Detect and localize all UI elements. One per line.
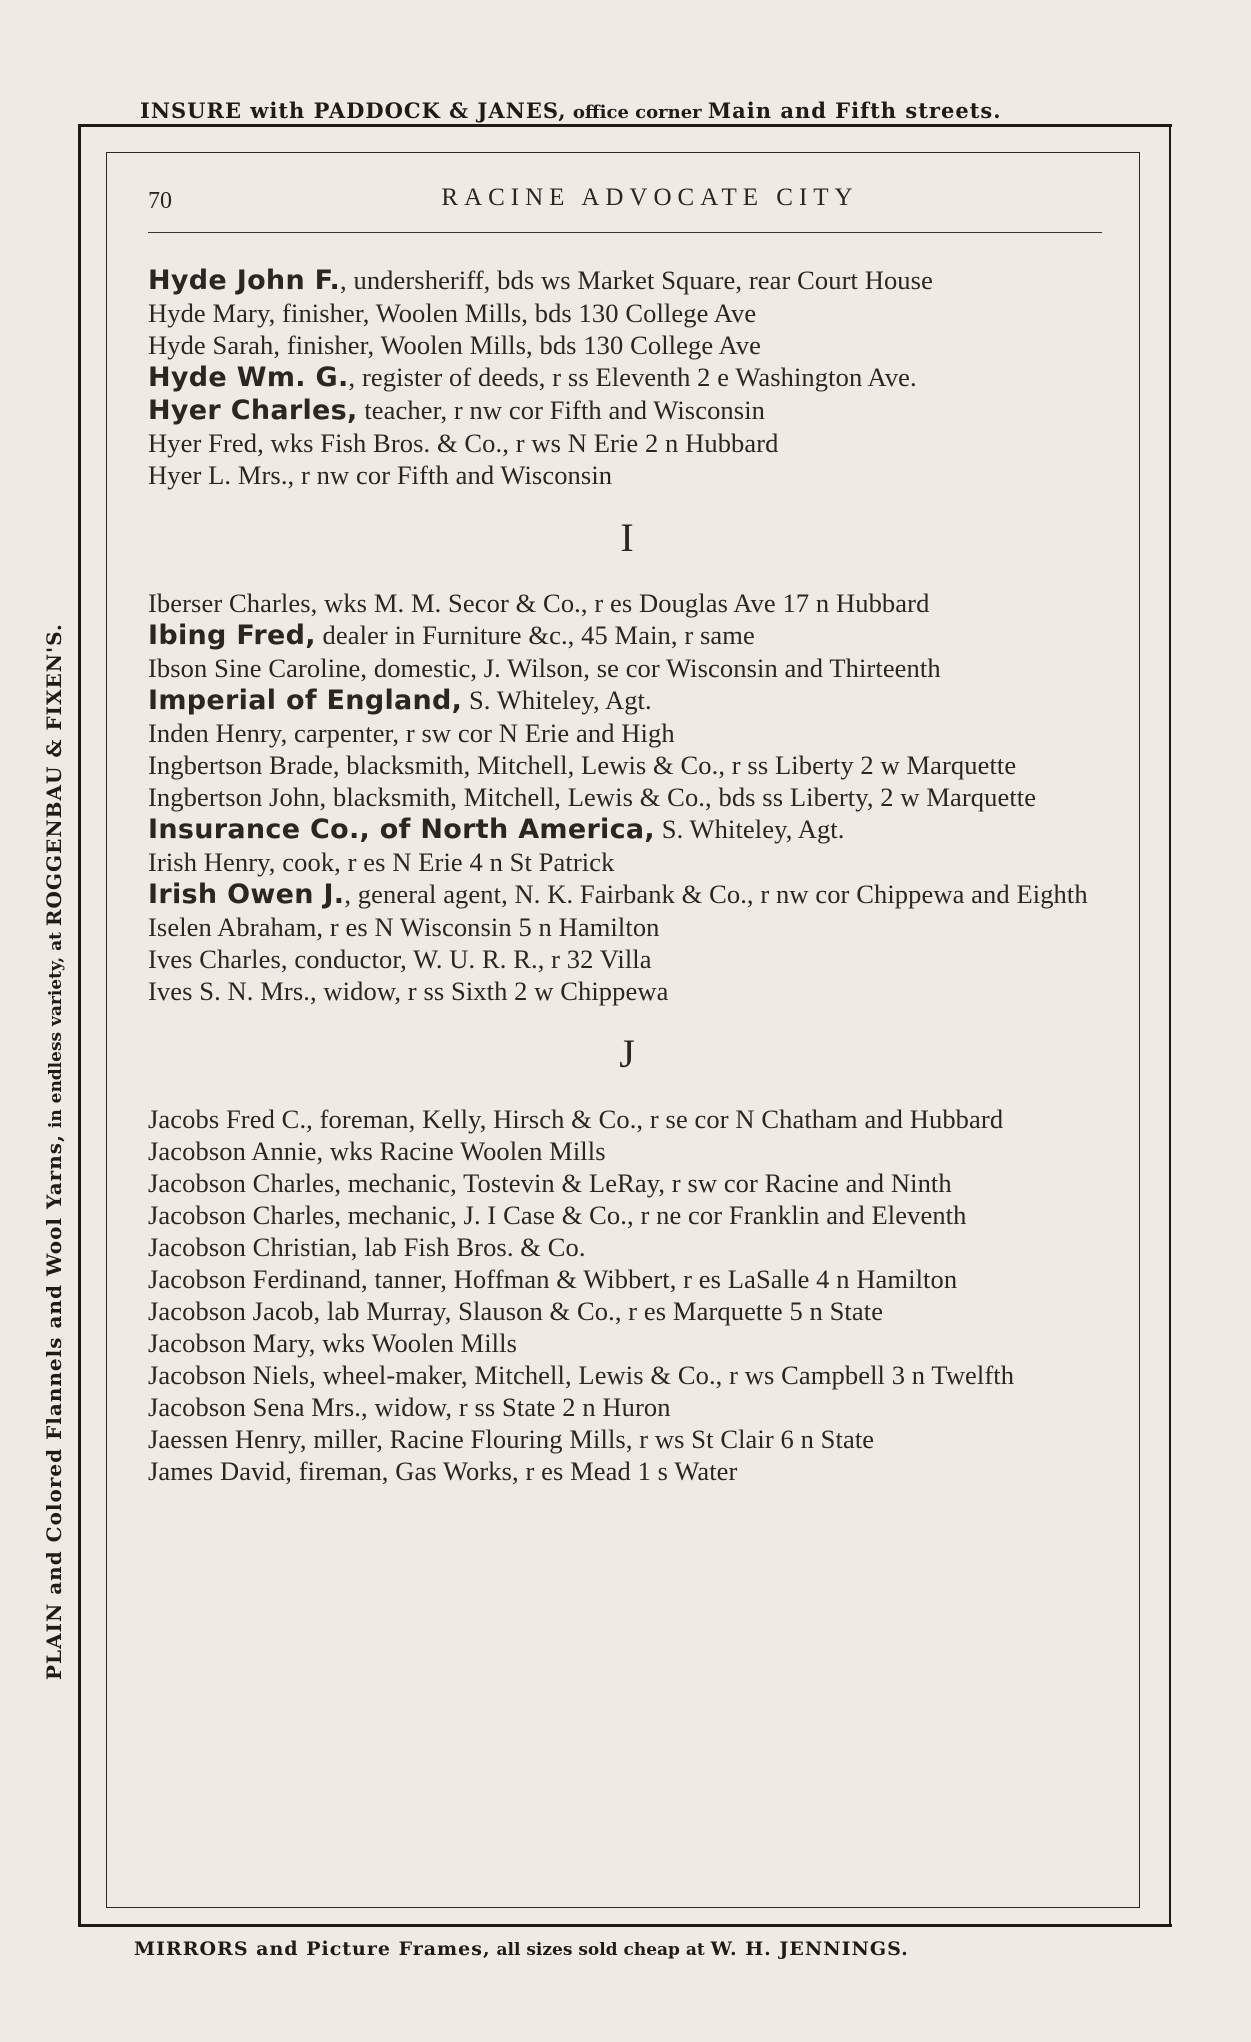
entry-details: wks Fish Bros. & Co., r ws N Erie 2 n Hubbard	[263, 428, 779, 458]
entry-name: Jacobson Christian,	[148, 1232, 358, 1262]
directory-entry	[148, 846, 1106, 878]
section-letter-heading: J	[619, 1031, 635, 1076]
directory-entry	[148, 264, 1106, 297]
directory-entry	[148, 717, 1106, 749]
entry-name: Jacobson Niels,	[148, 1360, 316, 1390]
entry-details: miller, Racine Flouring Mills, r ws St Clair 6 n State	[306, 1424, 875, 1454]
outer-border-top	[78, 124, 1172, 127]
directory-entry	[148, 1263, 1106, 1295]
entry-name: Ives S. N. Mrs.,	[148, 976, 317, 1006]
entry-details: cook, r es N Erie 4 n St Patrick	[275, 847, 615, 877]
entry-details: carpenter, r sw cor N Erie and High	[287, 718, 675, 748]
directory-entry	[148, 911, 1106, 943]
entry-details: widow, r ss Sixth 2 w Chippewa	[316, 976, 669, 1006]
directory-entry	[148, 943, 1106, 975]
entry-name: Inden Henry,	[148, 718, 288, 748]
directory-entry	[148, 329, 1106, 361]
entry-details: r nw cor Fifth and Wisconsin	[294, 460, 613, 490]
entry-details: , general agent, N. K. Fairbank & Co., r nw cor Chippewa and Eighth	[344, 879, 1088, 909]
entry-details: wks Woolen Mills	[315, 1328, 518, 1358]
entry-details: tanner, Hoffman & Wibbert, r es LaSalle 4 n Hamilton	[367, 1264, 958, 1294]
entry-details: r es N Wisconsin 5 n Hamilton	[323, 912, 660, 942]
entry-name: Hyde John F.	[148, 265, 341, 296]
entry-name: Jacobson Annie,	[148, 1136, 324, 1166]
directory-entries	[148, 264, 1106, 1487]
directory-entry	[148, 652, 1106, 684]
entry-name: Ibing Fred,	[148, 620, 316, 651]
entry-name: Ingbertson Brade,	[148, 750, 340, 780]
directory-entry	[148, 749, 1106, 781]
entry-name: Imperial of England,	[148, 685, 463, 716]
entry-name: James David,	[148, 1456, 292, 1486]
entry-details: S. Whiteley, Agt.	[462, 685, 652, 715]
entry-name: Hyde Mary,	[148, 298, 276, 328]
header-rule	[148, 232, 1102, 233]
entry-name: Jacobson Charles,	[148, 1168, 342, 1198]
entry-details: blacksmith, Mitchell, Lewis & Co., r ss Liberty 2 w Marquette	[339, 750, 1017, 780]
directory-entry	[148, 813, 1106, 846]
directory-entry	[148, 1135, 1106, 1167]
side-advertisement	[42, 360, 66, 1680]
directory-entry	[148, 1391, 1106, 1423]
directory-entry	[148, 1359, 1106, 1391]
entry-details: , register of deeds, r ss Eleventh 2 e Washington Ave.	[348, 362, 917, 392]
page-number: 70	[148, 188, 172, 214]
directory-entry	[148, 1167, 1106, 1199]
side-ad-part-1: PLAIN and Colored Flannels and Wool Yarns,	[42, 1134, 66, 1680]
directory-entry	[148, 878, 1106, 911]
entry-details: conductor, W. U. R. R., r 32 Villa	[287, 944, 652, 974]
entry-name: Hyer Fred,	[148, 428, 264, 458]
entry-details: wks Racine Woolen Mills	[323, 1136, 606, 1166]
running-head: RACINE ADVOCATE CITY	[441, 184, 859, 211]
side-ad-part-2: in endless variety, at	[46, 926, 66, 1135]
directory-entry	[148, 1103, 1106, 1135]
entry-details: finisher, Woolen Mills, bds 130 College Ave	[275, 298, 757, 328]
outer-border-right	[1169, 124, 1171, 1927]
entry-name: Irish Owen J.	[148, 879, 345, 910]
entry-name: Ibson Sine Caroline,	[148, 653, 368, 683]
entry-name: Jacobson Charles,	[148, 1200, 342, 1230]
directory-entry	[148, 684, 1106, 717]
directory-entry	[148, 361, 1106, 394]
entry-name: Jaessen Henry,	[148, 1424, 307, 1454]
directory-entry	[148, 619, 1106, 652]
entry-details: mechanic, Tostevin & LeRay, r sw cor Racine and Ninth	[341, 1168, 952, 1198]
entry-details: fireman, Gas Works, r es Mead 1 s Water	[291, 1456, 738, 1486]
directory-entry	[148, 427, 1106, 459]
entry-details: , undersheriff, bds ws Market Square, rear Court House	[340, 265, 933, 295]
entry-details: dealer in Furniture &c., 45 Main, r same	[315, 620, 755, 650]
entry-details: wks M. M. Secor & Co., r es Douglas Ave 17 n Hubbard	[317, 588, 930, 618]
bottom-ad-part-1: MIRRORS and Picture Frames,	[134, 1938, 491, 1960]
bottom-ad-part-3: W. H. JENNINGS.	[710, 1938, 909, 1960]
directory-entry	[148, 975, 1106, 1007]
directory-entry	[148, 1295, 1106, 1327]
entry-name: Hyer L. Mrs.,	[148, 460, 295, 490]
entry-details: finisher, Woolen Mills, bds 130 College Ave	[280, 330, 761, 360]
outer-border-bottom	[78, 1924, 1172, 1927]
entry-details: lab Fish Bros. & Co.	[357, 1232, 586, 1262]
directory-entry	[148, 1327, 1106, 1359]
entry-name: Irish Henry,	[148, 847, 276, 877]
top-ad-part-1: INSURE with PADDOCK & JANES,	[140, 98, 567, 123]
top-advertisement	[140, 98, 1140, 123]
entry-details: mechanic, J. I Case & Co., r ne cor Franklin and Eleventh	[341, 1200, 967, 1230]
entry-details: blacksmith, Mitchell, Lewis & Co., bds ss Liberty, 2 w Marquette	[326, 782, 1037, 812]
entry-details: wheel-maker, Mitchell, Lewis & Co., r ws Campbell 3 n Twelfth	[315, 1360, 1015, 1390]
side-ad-part-3: ROGGENBAU & FIXEN'S.	[42, 623, 66, 927]
entry-name: Ingbertson John,	[148, 782, 327, 812]
entry-name: Jacobs Fred C.,	[148, 1104, 313, 1134]
entry-name: Jacobson Mary,	[148, 1328, 316, 1358]
entry-name: Ives Charles,	[148, 944, 288, 974]
entry-details: widow, r ss State 2 n Huron	[367, 1392, 671, 1422]
bottom-ad-part-2: all sizes sold cheap at	[490, 1940, 711, 1960]
entry-details: S. Whiteley, Agt.	[655, 814, 845, 844]
entry-name: Iberser Charles,	[148, 588, 318, 618]
entry-details: lab Murray, Slauson & Co., r es Marquette 5 n State	[320, 1296, 884, 1326]
top-ad-part-2: office corner	[566, 102, 708, 123]
entry-name: Iselen Abraham,	[148, 912, 324, 942]
entry-name: Jacobson Ferdinand,	[148, 1264, 368, 1294]
entry-details: foreman, Kelly, Hirsch & Co., r se cor N Chatham and Hubbard	[312, 1104, 1004, 1134]
entry-name: Jacobson Jacob,	[148, 1296, 321, 1326]
entry-details: teacher, r nw cor Fifth and Wisconsin	[357, 395, 766, 425]
entry-name: Insurance Co., of North America,	[148, 814, 655, 845]
directory-entry	[148, 1455, 1106, 1487]
entry-name: Hyde Wm. G.	[148, 362, 349, 393]
directory-entry	[148, 394, 1106, 427]
top-ad-part-3: Main and Fifth streets.	[707, 98, 1002, 123]
outer-border-left	[78, 124, 81, 1927]
directory-entry	[148, 587, 1106, 619]
entry-name: Hyer Charles,	[148, 395, 358, 426]
entry-name: Jacobson Sena Mrs.,	[148, 1392, 368, 1422]
entry-details: domestic, J. Wilson, se cor Wisconsin and Thirteenth	[367, 653, 941, 683]
directory-entry	[148, 297, 1106, 329]
entry-name: Hyde Sarah,	[148, 330, 281, 360]
directory-entry	[148, 1231, 1106, 1263]
directory-entry	[148, 781, 1106, 813]
directory-entry	[148, 1423, 1106, 1455]
directory-entry	[148, 1199, 1106, 1231]
bottom-advertisement	[134, 1938, 1134, 1960]
section-letter-heading: I	[620, 515, 634, 560]
directory-entry	[148, 459, 1106, 491]
